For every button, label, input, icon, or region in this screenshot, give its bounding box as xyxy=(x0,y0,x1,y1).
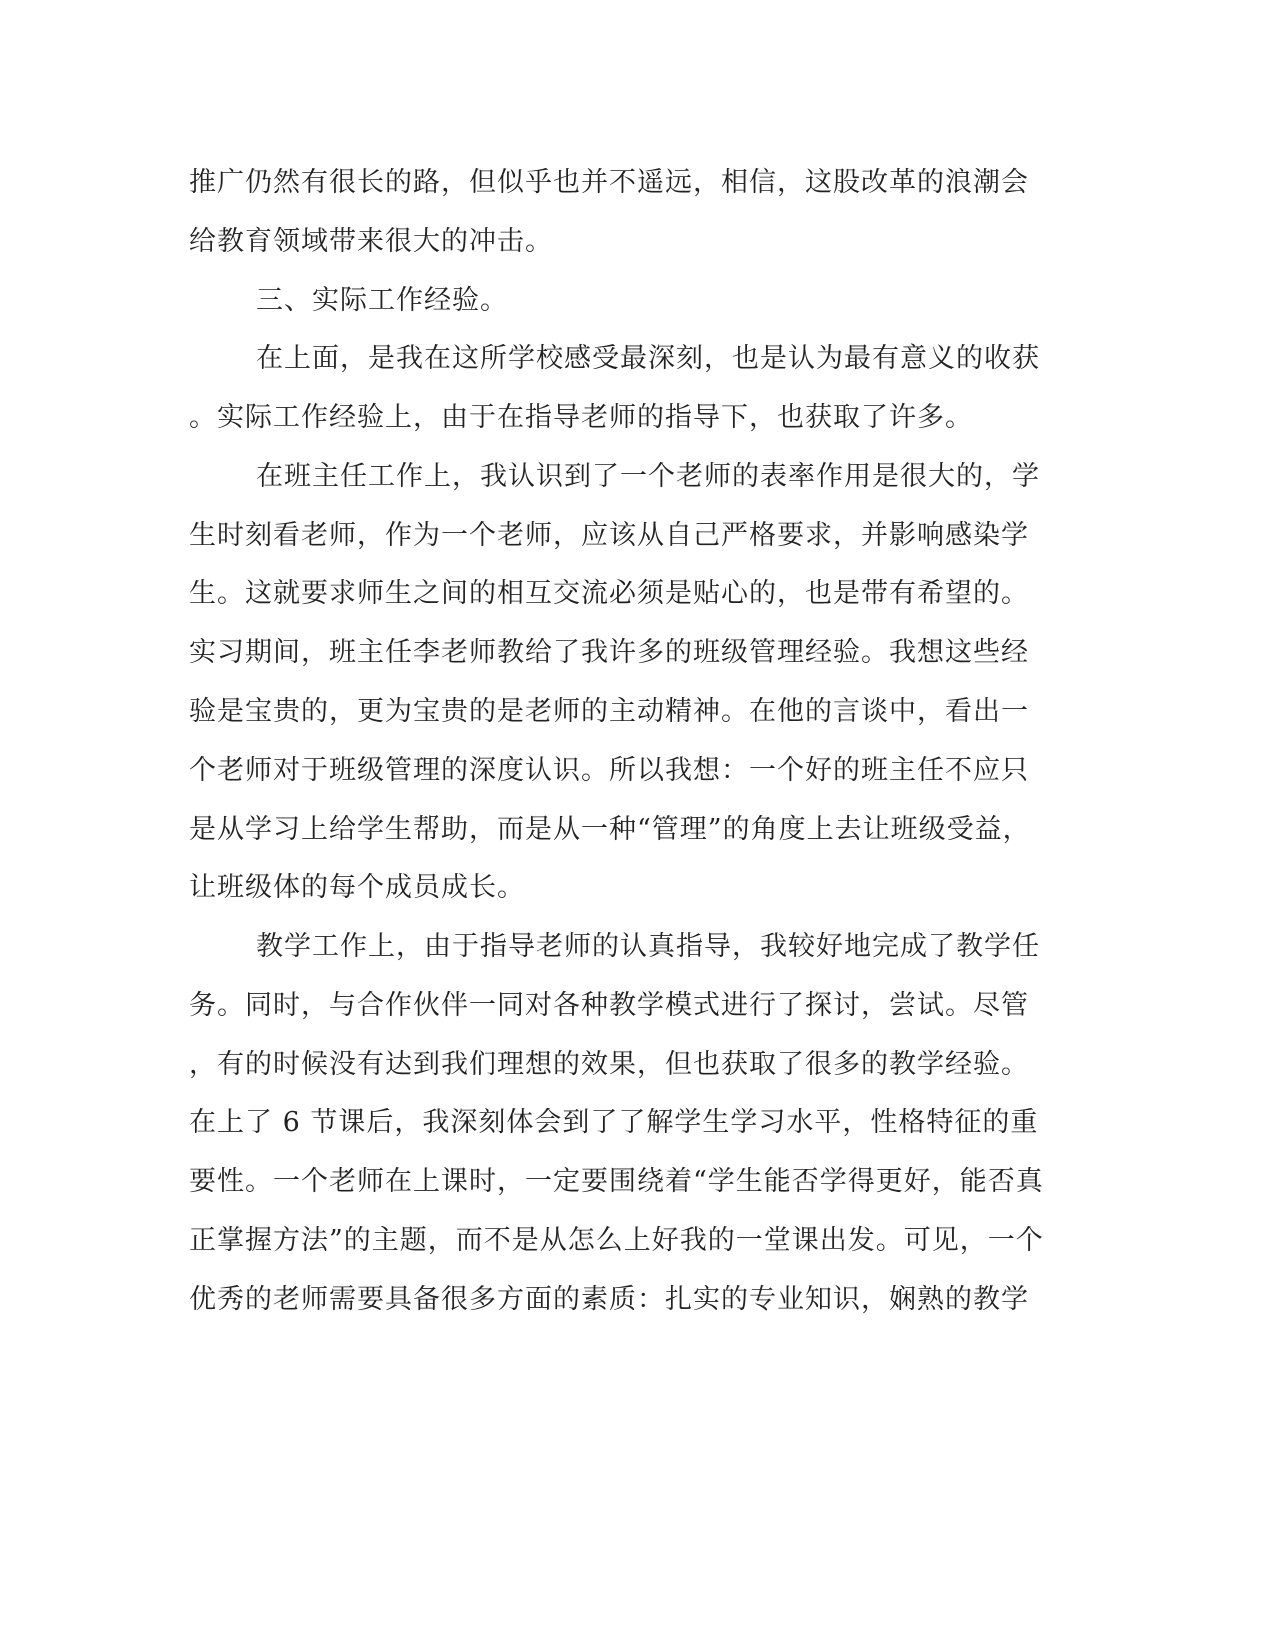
text-line: 务。同时，与合作伙伴一同对各种教学模式进行了探讨，尝试。尽管 xyxy=(189,990,1029,1021)
text-line: 验是宝贵的，更为宝贵的是老师的主动精神。在他的言谈中，看出一 xyxy=(189,696,1029,727)
text-line: 推广仍然有很长的路，但似乎也并不遥远，相信，这股改革的浪潮会 xyxy=(189,167,1029,198)
text-line: 是从学习上给学生帮助，而是从一种“管理”的角度上去让班级受益， xyxy=(189,814,1031,845)
text-line: ，有的时候没有达到我们理想的效果，但也获取了很多的教学经验。 xyxy=(189,1049,1029,1080)
text-line: 要性。一个老师在上课时，一定要围绕着“学生能否学得更好，能否真 xyxy=(189,1166,1044,1197)
text-line: 在上了 6 节课后，我深刻体会到了了解学生学习水平，性格特征的重 xyxy=(189,1107,1039,1138)
text-line: 生时刻看老师，作为一个老师，应该从自己严格要求，并影响感染学 xyxy=(189,520,1029,551)
text-line: 给教育领域带来很大的冲击。 xyxy=(189,226,553,257)
text-line: 正掌握方法”的主题，而不是从怎么上好我的一堂课出发。可见，一个 xyxy=(189,1225,1044,1256)
text-line: 生。这就要求师生之间的相互交流必须是贴心的，也是带有希望的。 xyxy=(189,578,1029,609)
text-line: 在上面，是我在这所学校感受最深刻，也是认为最有意义的收获 xyxy=(256,343,1040,374)
text-line: 在班主任工作上，我认识到了一个老师的表率作用是很大的，学 xyxy=(256,461,1040,492)
text-line: 个老师对于班级管理的深度认识。所以我想：一个好的班主任不应只 xyxy=(189,755,1029,786)
text-line: 。实际工作经验上，由于在指导老师的指导下，也获取了许多。 xyxy=(189,402,973,433)
section-heading: 三、实际工作经验。 xyxy=(256,285,508,316)
text-line: 实习期间，班主任李老师教给了我许多的班级管理经验。我想这些经 xyxy=(189,637,1029,668)
text-line: 优秀的老师需要具备很多方面的素质：扎实的专业知识，娴熟的教学 xyxy=(189,1284,1029,1315)
text-line: 让班级体的每个成员成长。 xyxy=(189,872,525,903)
text-line: 教学工作上，由于指导老师的认真指导，我较好地完成了教学任 xyxy=(256,931,1040,962)
